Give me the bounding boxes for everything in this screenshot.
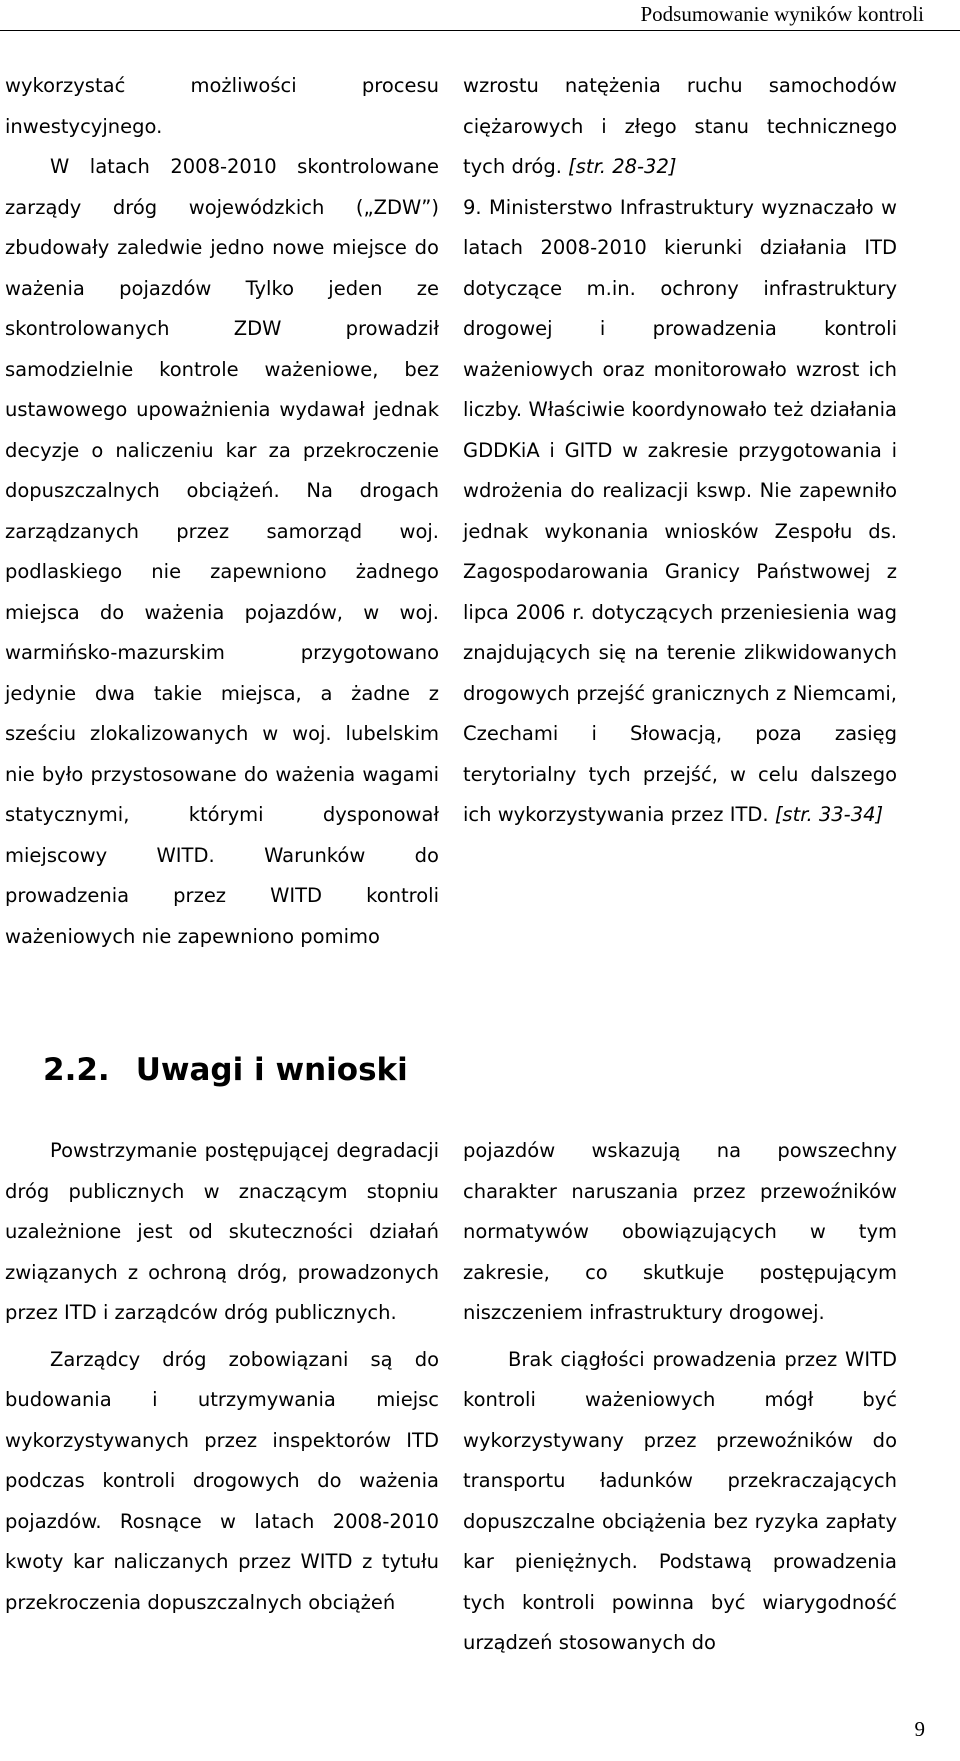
paragraph: wykorzystać możliwości procesu inwestycyjnego.	[5, 74, 439, 138]
running-title: Podsumowanie wyników kontroli	[640, 2, 924, 26]
section-title: Uwagi i wnioski	[135, 1052, 408, 1088]
page-reference: [str. 33-34]	[774, 803, 884, 826]
paragraph: Brak ciągłości prowadzenia przez WITD kontroli ważeniowych mógł być wykorzystywany przez przewoźników do transportu ładunków przekraczających dopuszczalne obciążenia bez ryzyka zapłaty kar pieniężnych. Podstawą prowadzenia tych kontroli powinna być wiarygodność urządzeń stosowanych do	[463, 1347, 897, 1654]
page-reference: [str. 28-32]	[568, 155, 677, 178]
paragraph: Powstrzymanie postępującej degradacji dróg publicznych w znaczącym stopniu uzależnione jest od skuteczności działań związanych z ochroną dróg, prowadzonych przez ITD i zarządców dróg publicznych.	[5, 1139, 439, 1324]
paragraph: Zarządcy dróg zobowiązani są do budowania i utrzymywania miejsc wykorzystywanych przez inspektorów ITD podczas kontroli drogowych do ważenia pojazdów. Rosnące w latach 2008-2010 kwoty kar naliczanych przez WITD z tytułu przekroczenia dopuszczalnych obciążeń	[5, 1347, 439, 1614]
page-header	[0, 0, 960, 31]
paragraph: pojazdów wskazują na powszechny charakter naruszania przez przewoźników normatywów obowiązujących w tym zakresie, co skutkuje postępującym niszczeniem infrastruktury drogowej.	[463, 1139, 897, 1324]
paragraph: W latach 2008-2010 skontrolowane zarządy dróg wojewódzkich („ZDW”) zbudowały zaledwie jedno nowe miejsce do ważenia pojazdów Tylko jeden ze skontrolowanych ZDW prowadził samodzielnie kontrole ważeniowe, bez ustawowego upoważnienia wydawał jednak decyzje o naliczeniu kar za przekroczenie dopuszczalnych obciążeń. Na drogach zarządzanych przez samorząd woj. podlaskiego nie zapewniono żadnego miejsca do ważenia pojazdów, w woj. warmińsko-mazurskim przygotowano jedynie dwa takie miejsca, a żadne z sześciu zlokalizowanych w woj. lubelskim nie było przystosowane do ważenia wagami statycznymi, którymi dysponował miejscowy WITD. Warunków do prowadzenia przez WITD kontroli ważeniowych nie zapewniono pomimo	[5, 155, 439, 948]
bottom-right-column	[463, 1131, 897, 1664]
bottom-left-column	[5, 1131, 439, 1623]
paragraph-text: wzrostu natężenia ruchu samochodów ciężarowych i złego stanu technicznego tych dróg.	[463, 74, 897, 178]
section-number: 2.2.	[43, 1052, 110, 1088]
paragraph	[463, 188, 897, 836]
top-right-column	[463, 66, 897, 836]
section-heading	[43, 1052, 408, 1088]
paragraph-text: 9. Ministerstwo Infrastruktury wyznaczało w latach 2008-2010 kierunki działania ITD dotyczące m.in. ochrony infrastruktury drogowej i prowadzenia kontroli ważeniowych oraz monitorowało wzrost ich liczby. Właściwie koordynowało też działania GDDKiA i GITD w zakresie przygotowania i wdrożenia do realizacji kswp. Nie zapewniło jednak wykonania wniosków Zespołu ds. Zagospodarowania Granicy Państwowej z lipca 2006 r. dotyczących przeniesienia wag znajdujących się na terenie zlikwidowanych drogowych przejść granicznych z Niemcami, Czechami i Słowacją, poza zasięg terytorialny tych przejść, w celu dalszego ich wykorzystywania przez ITD.	[463, 195, 897, 826]
page-number: 9	[914, 1717, 925, 1741]
top-left-column	[5, 66, 439, 957]
paragraph	[463, 66, 897, 188]
